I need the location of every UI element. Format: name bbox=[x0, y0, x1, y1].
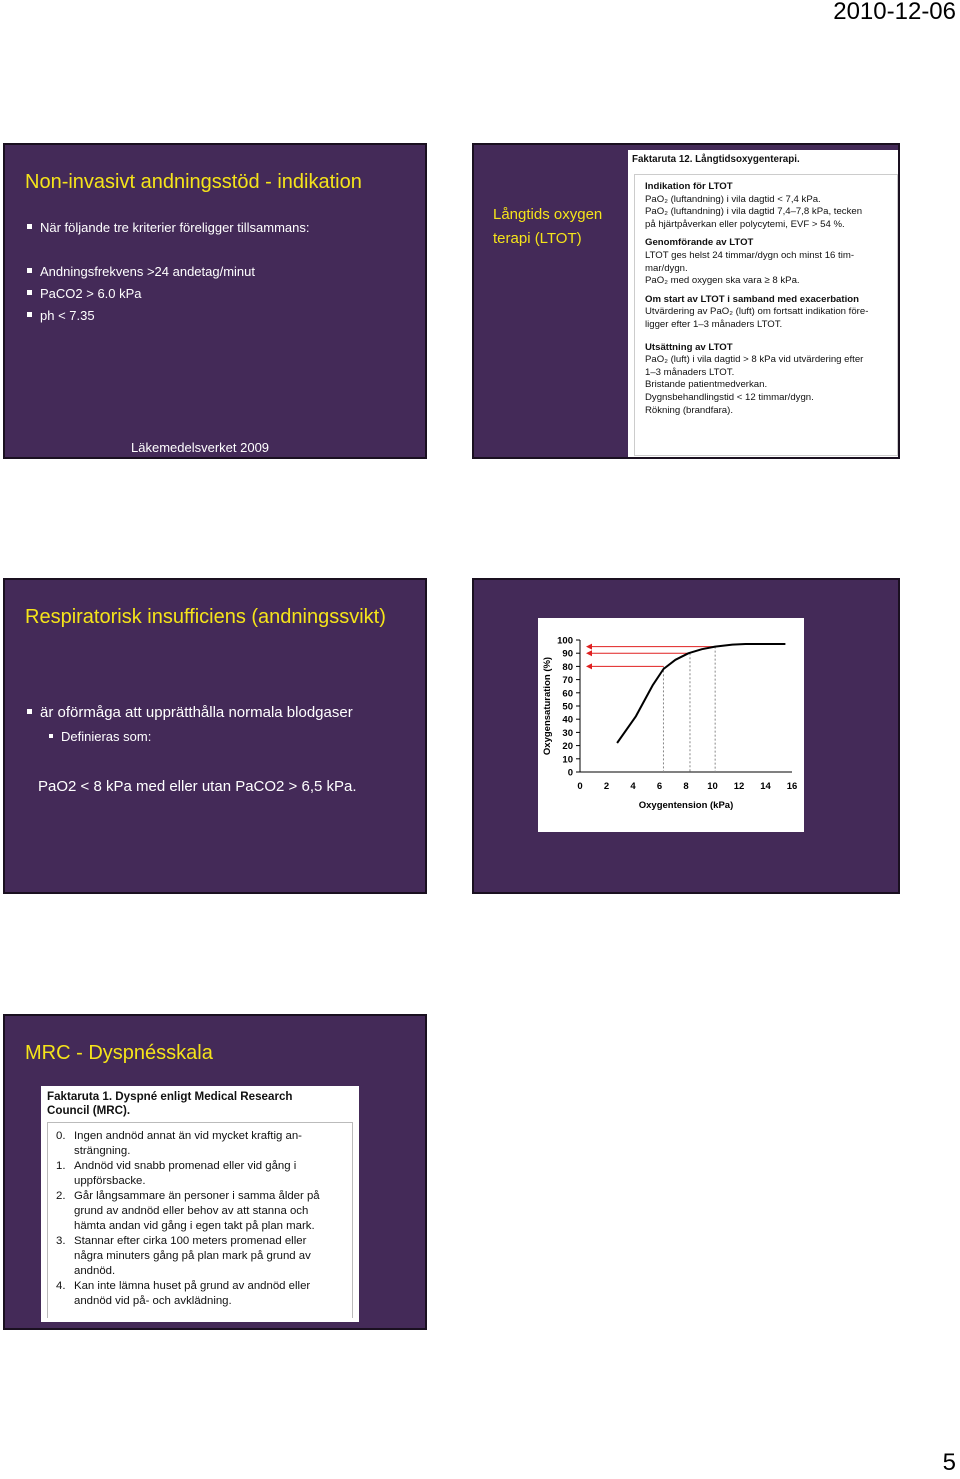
section-line: PaO₂ (luftandning) i vila dagtid 7,4–7,8 kPa, tecken bbox=[645, 206, 863, 218]
section-line: Utvärdering av PaO₂ (luft) om fortsatt indikation före- bbox=[645, 306, 869, 318]
mrc-item-text bbox=[74, 1189, 320, 1234]
x-axis-label: Oxygentension (kPa) bbox=[638, 800, 734, 811]
mrc-fact-box bbox=[41, 1086, 359, 1322]
reference-arrow-head bbox=[586, 650, 592, 656]
mrc-item-list bbox=[47, 1122, 353, 1318]
criterion-text: Andningsfrekvens >24 andetag/minut bbox=[40, 264, 256, 279]
x-tick-label: 10 bbox=[707, 781, 718, 792]
mrc-item-line: några minuters gång på plan mark på grund av bbox=[74, 1250, 311, 1262]
section-line: Bristande patientmedverkan. bbox=[645, 379, 768, 391]
title-line: Faktaruta 1. Dyspné enligt Medical Research bbox=[47, 1090, 293, 1103]
mrc-item-line: andnöd. bbox=[74, 1265, 116, 1277]
mrc-item-number: 4. bbox=[56, 1280, 66, 1292]
criteria-bullet bbox=[27, 308, 95, 323]
x-tick-label: 8 bbox=[683, 781, 689, 792]
title-line: terapi (LTOT) bbox=[493, 230, 582, 247]
ltot-fact-box bbox=[628, 150, 900, 458]
slide-title: Respiratorisk insufficiens (andningssvikt) bbox=[25, 606, 386, 628]
slide-niv-indication bbox=[3, 143, 427, 459]
y-tick-label: 100 bbox=[557, 635, 573, 647]
x-tick-label: 4 bbox=[630, 781, 636, 792]
section-line: PaO₂ (luftandning) i vila dagtid < 7,4 kPa. bbox=[645, 193, 821, 205]
mrc-item-number: 1. bbox=[56, 1160, 66, 1172]
mrc-item-text bbox=[74, 1129, 302, 1159]
title-line: Långtids oxygen bbox=[493, 206, 603, 223]
y-tick-label: 40 bbox=[562, 714, 573, 726]
y-tick-label: 50 bbox=[562, 701, 573, 713]
page-number: 5 bbox=[942, 1449, 956, 1476]
mrc-item bbox=[56, 1159, 346, 1189]
reference-arrow-head bbox=[586, 663, 592, 669]
mrc-item bbox=[56, 1279, 346, 1309]
section-line: Dygnsbehandlingstid < 12 timmar/dygn. bbox=[645, 391, 814, 403]
criteria-bullet bbox=[27, 286, 142, 301]
mrc-item-text bbox=[74, 1279, 310, 1309]
chart-panel bbox=[538, 618, 804, 832]
mrc-item-number: 0. bbox=[56, 1130, 66, 1142]
bullet-marker bbox=[27, 224, 32, 229]
section-heading: Genomförande av LTOT bbox=[645, 237, 754, 249]
y-tick-label: 30 bbox=[562, 727, 573, 739]
slide-ltot bbox=[472, 143, 900, 459]
mrc-item bbox=[56, 1129, 346, 1159]
x-tick-label: 12 bbox=[733, 781, 745, 792]
bullet-marker bbox=[27, 709, 32, 714]
mrc-item bbox=[56, 1234, 346, 1279]
y-tick-label: 90 bbox=[562, 648, 573, 660]
criterion-text: ph < 7.35 bbox=[40, 308, 95, 323]
bullet-marker bbox=[27, 312, 32, 317]
mrc-item-line: Stannar efter cirka 100 meters promenad eller bbox=[74, 1235, 307, 1247]
sub-bullet bbox=[49, 729, 151, 744]
intro-text: När följande tre kriterier föreligger tillsammans: bbox=[40, 220, 310, 235]
y-tick-label: 20 bbox=[562, 741, 573, 753]
sub-bullet-text: Definieras som: bbox=[61, 729, 152, 744]
main-bullet bbox=[27, 704, 353, 721]
section-line: LTOT ges helst 24 timmar/dygn och minst 16 tim- bbox=[645, 249, 855, 261]
slide-respiratory-insufficiency bbox=[3, 578, 427, 894]
y-tick-label: 70 bbox=[562, 675, 573, 687]
section-line: Rökning (brandfara). bbox=[645, 404, 733, 416]
x-tick-label: 2 bbox=[603, 781, 610, 792]
bullet-marker bbox=[49, 734, 53, 738]
mrc-item-line: strängning. bbox=[74, 1145, 131, 1157]
bullet-text: är oförmåga att upprätthålla normala blodgaser bbox=[40, 704, 353, 721]
mrc-item-line: uppförsbacke. bbox=[74, 1175, 146, 1187]
criteria-bullet bbox=[27, 264, 255, 279]
reference-arrow-head bbox=[586, 644, 592, 650]
mrc-item-line: andnöd vid på- och avklädning. bbox=[74, 1295, 232, 1307]
mrc-item-text bbox=[74, 1159, 296, 1189]
mrc-item-number: 2. bbox=[56, 1190, 66, 1202]
mrc-item-line: Kan inte lämna huset på grund av andnöd eller bbox=[74, 1280, 311, 1292]
definition-text: PaO2 < 8 kPa med eller utan PaCO2 > 6,5 kPa. bbox=[38, 778, 357, 795]
mrc-item-line: Ingen andnöd annat än vid mycket kraftig an- bbox=[74, 1130, 302, 1142]
section-heading: Indikation för LTOT bbox=[645, 181, 733, 192]
y-tick-label: 0 bbox=[567, 767, 573, 779]
mrc-item-line: grund av andnöd eller behov av att stanna och bbox=[74, 1205, 309, 1217]
slide-mrc-scale bbox=[3, 1014, 427, 1330]
dissociation-curve bbox=[617, 644, 785, 743]
slide-title: MRC - Dyspnésskala bbox=[25, 1042, 213, 1064]
mrc-item bbox=[56, 1189, 346, 1234]
section-line: på hjärtpåverkan eller polycytemi, EVF > 54 %. bbox=[645, 218, 845, 230]
x-tick-label: 14 bbox=[760, 781, 771, 792]
x-tick-label: 0 bbox=[577, 781, 583, 792]
section-line: PaO₂ med oxygen ska vara ≥ 8 kPa. bbox=[645, 275, 800, 287]
y-tick-label: 60 bbox=[562, 688, 573, 700]
section-heading: Om start av LTOT i samband med exacerbation bbox=[645, 293, 859, 305]
fact-box-title bbox=[41, 1086, 359, 1118]
slide-title bbox=[493, 203, 602, 251]
y-tick-label: 80 bbox=[562, 661, 573, 673]
slide-title: Non-invasivt andningsstöd - indikation bbox=[25, 171, 362, 193]
mrc-item-line: Går långsammare än personer i samma ålder på bbox=[74, 1190, 320, 1202]
bullet-marker bbox=[27, 268, 32, 273]
y-axis-label: Oxygensaturation (%) bbox=[542, 656, 553, 756]
x-tick-label: 6 bbox=[656, 781, 663, 792]
y-tick-label: 10 bbox=[562, 754, 573, 766]
mrc-item-text bbox=[74, 1234, 311, 1279]
section-line: ligger efter 1–3 månaders LTOT. bbox=[645, 318, 783, 330]
source-note: Läkemedelsverket 2009 bbox=[131, 440, 270, 455]
fact-box-title: Faktaruta 12. Långtidsoxygenterapi. bbox=[632, 154, 800, 165]
criterion-text: PaCO2 > 6.0 kPa bbox=[40, 286, 142, 301]
oxygen-dissociation-chart bbox=[538, 618, 804, 832]
mrc-item-line: Andnöd vid snabb promenad eller vid gång i bbox=[74, 1160, 297, 1172]
header-date: 2010-12-06 bbox=[833, 0, 956, 25]
title-line: Council (MRC). bbox=[47, 1104, 131, 1117]
mrc-item-line: hämta andan vid gång i egen takt på plan mark. bbox=[74, 1220, 315, 1232]
intro-bullet bbox=[27, 220, 309, 235]
section-heading: Utsättning av LTOT bbox=[645, 341, 733, 353]
section-line: 1–3 månaders LTOT. bbox=[645, 366, 735, 378]
x-tick-label: 16 bbox=[786, 781, 798, 792]
bullet-marker bbox=[27, 290, 32, 295]
section-line: PaO₂ (luft) i vila dagtid > 8 kPa vid utvärdering efter bbox=[645, 354, 864, 366]
slide-dissociation-curve bbox=[472, 578, 900, 894]
section-line: mar/dygn. bbox=[645, 262, 688, 274]
mrc-item-number: 3. bbox=[56, 1235, 66, 1247]
